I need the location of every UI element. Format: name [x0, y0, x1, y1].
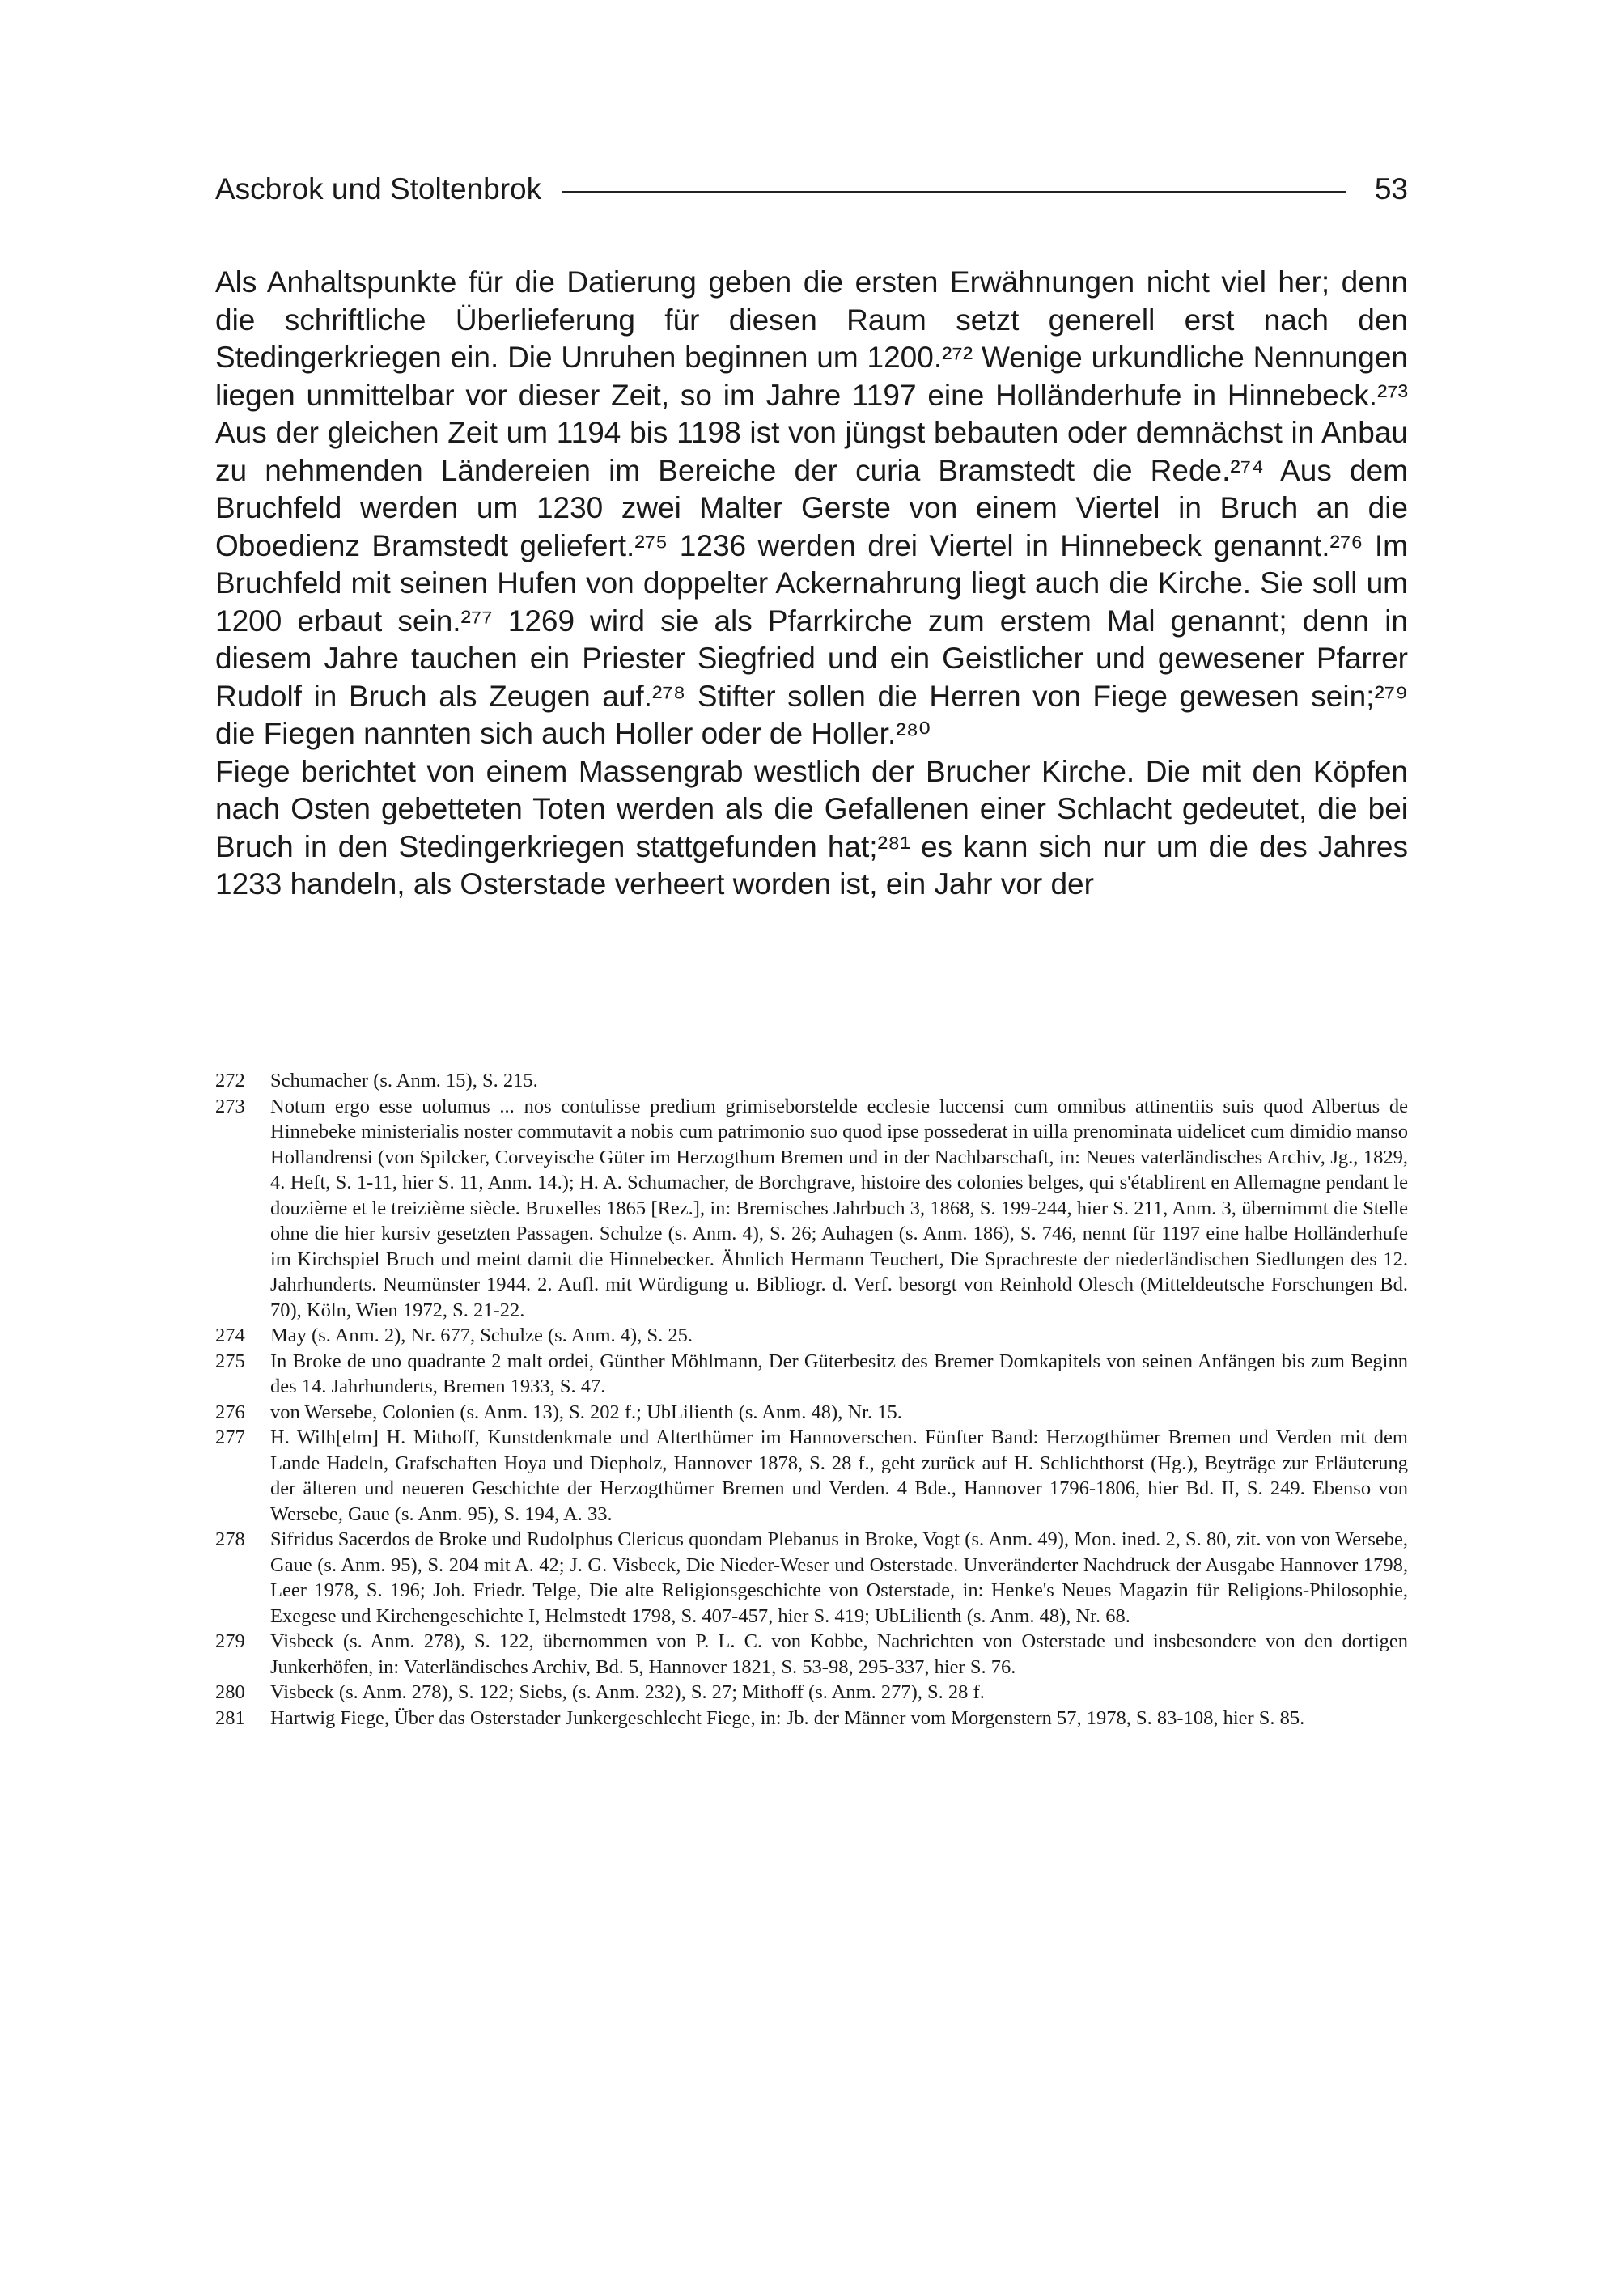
- footnote-text: von Wersebe, Colonien (s. Anm. 13), S. 202 f.; UbLilienth (s. Anm. 48), Nr. 15.: [270, 1401, 902, 1423]
- footnote-text: Schumacher (s. Anm. 15), S. 215.: [270, 1070, 538, 1091]
- footnote-text: In Broke de uno quadrante 2 malt ordei, Günther Möhlmann, Der Güterbesitz des Bremer Domkapitels von seinen Anfängen bis zum Beginn des 14. Jahrhunderts, Bremen 1933, S. 47.: [270, 1350, 1408, 1397]
- footnote-280: [215, 1680, 1408, 1706]
- footnote-number: 274: [215, 1325, 245, 1346]
- footnote-text: Visbeck (s. Anm. 278), S. 122, übernommen von P. L. C. von Kobbe, Nachrichten von Osterstade und insbesondere von den dortigen Junkerhöfen, in: Vaterländisches Archiv, Bd. 5, Hannover 1821, S. 53-98, 295-337, hier S. 76.: [270, 1630, 1408, 1678]
- body-paragraph-2: Fiege berichtet von einem Massengrab westlich der Brucher Kirche. Die mit den Köpfen nach Osten gebetteten Toten werden als die Gefallenen einer Schlacht gedeutet, die bei Bruch in den Stedingerkriegen stattgefunden hat;²⁸¹ es kann sich nur um die des Jahres 1233 handeln, als Osterstade verheert worden ist, ein Jahr vor der: [215, 754, 1408, 901]
- footnote-277: [215, 1425, 1408, 1527]
- footnote-text: Hartwig Fiege, Über das Osterstader Junkergeschlecht Fiege, in: Jb. der Männer vom Morgenstern 57, 1978, S. 83-108, hier S. 85.: [270, 1706, 1305, 1729]
- footnote-number: 272: [215, 1070, 245, 1091]
- footnote-273: [215, 1094, 1408, 1324]
- footnote-text: Visbeck (s. Anm. 278), S. 122; Siebs, (s. Anm. 232), S. 27; Mithoff (s. Anm. 277), S. 28 f.: [270, 1681, 985, 1703]
- footnote-276: [215, 1400, 1408, 1426]
- footnote-275: [215, 1349, 1408, 1400]
- body-text: [215, 264, 1408, 904]
- footnote-281: [215, 1706, 1408, 1731]
- footnote-274: [215, 1323, 1408, 1349]
- footnote-number: 279: [215, 1630, 245, 1652]
- footnote-number: 278: [215, 1528, 245, 1550]
- running-head-title: Ascbrok und Stoltenbrok: [215, 172, 542, 206]
- footnote-text: Notum ergo esse uolumus ... nos contulisse predium grimiseborstelde ecclesie luccensi cum omnibus attinentiis suis quod Albertus de Hinnebeke ministerialis noster commutavit a nobis cum patrimonio suo quod ipse possederat in uilla prenominata uidelicet cum dimidio manso Hollandrensi (von Spilcker, Corveyische Güter im Herzogthum Bremen und in der Nachbarschaft, in: Neues vaterländisches Archiv, Jg., 1829, 4. Heft, S. 1-11, hier S. 11, Anm. 14.); H. A. Schumacher, de Borchgrave, histoire des colonies belges, qui s'établirent en Allemagne pendant le douzième et le treizième siècle. Bruxelles 1865 [Rez.], in: Bremisches Jahrbuch 3, 1868, S. 199-244, hier S. 211, Anm. 3, übernimmt die Stelle ohne die hier kursiv gesetzten Passagen. Schulze (s. Anm. 4), S. 26; Auhagen (s. Anm. 186), S. 746, nennt für 1197 eine halbe Holländerhufe im Kirchspiel Bruch und meint damit die Hinnebecker. Ähnlich Hermann Teuchert, Die Sprachreste der niederländischen Siedlungen des 12. Jahrhunderts. Neumünster 1944. 2. Aufl. mit Würdigung u. Bibliogr. d. Verf. besorgt von Reinhold Olesch (Mitteldeutsche Forschungen Bd. 70), Köln, Wien 1972, S. 21-22.: [270, 1095, 1408, 1321]
- footnote-279: [215, 1629, 1408, 1680]
- footnote-text: H. Wilh[elm] H. Mithoff, Kunstdenkmale und Alterthümer im Hannoverschen. Fünfter Band: Herzogthümer Bremen und Verden mit dem Lande Hadeln, Grafschaften Hoya und Diepholz, Hannover 1878, S. 28 f., geht zurück auf H. Schlichthorst (Hg.), Beyträge zur Erläuterung der älteren und neueren Geschichte der Herzogthümer Bremen und Verden. 4 Bde., Hannover 1796-1806, hier Bd. II, S. 249. Ebenso von Wersebe, Gaue (s. Anm. 95), S. 194, A. 33.: [270, 1426, 1408, 1525]
- running-head: [215, 167, 1408, 212]
- footnote-number: 276: [215, 1401, 245, 1423]
- footnote-number: 277: [215, 1426, 245, 1448]
- running-head-rule: [562, 191, 1346, 193]
- footnotes: [215, 1068, 1408, 1731]
- body-paragraph-1: Als Anhaltspunkte für die Datierung geben die ersten Erwähnungen nicht viel her; denn die schriftliche Überlieferung für diesen Raum setzt generell erst nach den Stedingerkriegen ein. Die Unruhen beginnen um 1200.²⁷² Wenige urkundliche Nennungen liegen unmittelbar vor dieser Zeit, so im Jahre 1197 eine Holländerhufe in Hinnebeck.²⁷³ Aus der gleichen Zeit um 1194 bis 1198 ist von jüngst bebauten oder demnächst in Anbau zu nehmenden Ländereien im Bereiche der curia Bramstedt die Rede.²⁷⁴ Aus dem Bruchfeld werden um 1230 zwei Malter Gerste von einem Viertel in Bruch an die Oboedienz Bramstedt geliefert.²⁷⁵ 1236 werden drei Viertel in Hinnebeck genannt.²⁷⁶ Im Bruchfeld mit seinen Hufen von doppelter Ackernahrung liegt auch die Kirche. Sie soll um 1200 erbaut sein.²⁷⁷ 1269 wird sie als Pfarrkirche zum erstem Mal genannt; denn in diesem Jahre tauchen ein Priester Siegfried und ein Geistlicher und gewesener Pfarrer Rudolf in Bruch als Zeugen auf.²⁷⁸ Stifter sollen die Herren von Fiege gewesen sein;²⁷⁹ die Fiegen nannten sich auch Holler oder de Holler.²⁸⁰: [215, 265, 1408, 750]
- footnote-number: 280: [215, 1681, 245, 1703]
- footnote-272: [215, 1068, 1408, 1094]
- footnote-number: 275: [215, 1350, 245, 1372]
- footnote-text: May (s. Anm. 2), Nr. 677, Schulze (s. Anm. 4), S. 25.: [270, 1325, 693, 1346]
- footnote-number: 281: [215, 1706, 245, 1729]
- page-number: 53: [1374, 172, 1408, 206]
- footnote-number: 273: [215, 1095, 245, 1117]
- footnote-278: [215, 1527, 1408, 1629]
- footnote-text: Sifridus Sacerdos de Broke und Rudolphus Clericus quondam Plebanus in Broke, Vogt (s. Anm. 49), Mon. ined. 2, S. 80, zit. von von Wersebe, Gaue (s. Anm. 95), S. 204 mit A. 42; J. G. Visbeck, Die Nieder-Weser und Osterstade. Unveränderter Nachdruck der Ausgabe Hannover 1798, Leer 1978, S. 196; Joh. Friedr. Telge, Die alte Religionsgeschichte von Osterstade, in: Henke's Neues Magazin für Religions-Philosophie, Exegese und Kirchengeschichte I, Helmstedt 1798, S. 407-457, hier S. 419; UbLilienth (s. Anm. 48), Nr. 68.: [270, 1528, 1408, 1627]
